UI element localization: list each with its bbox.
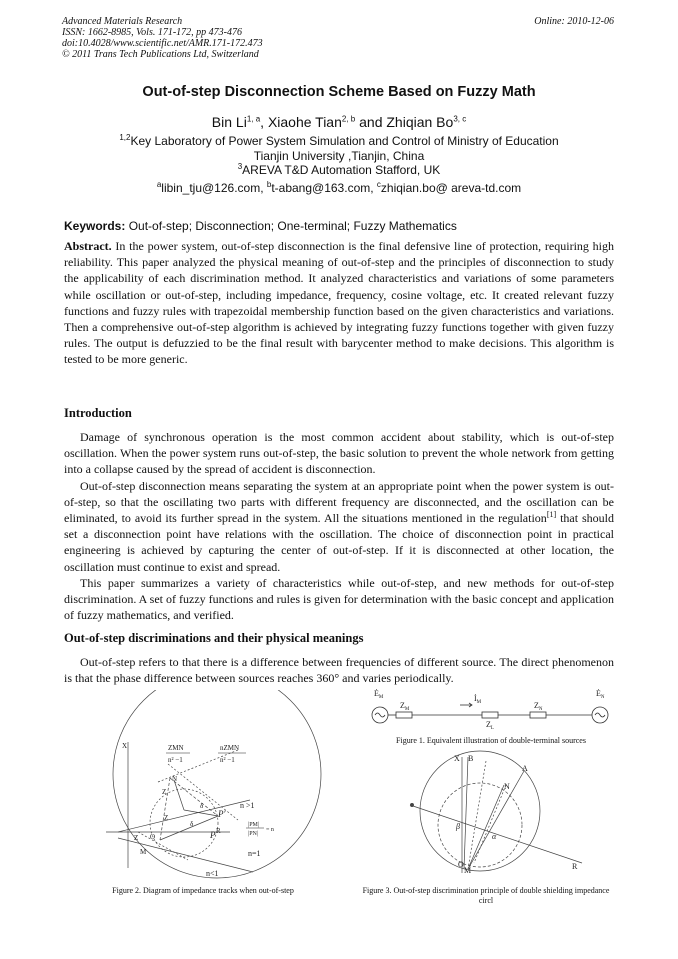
label-n-gt-1: n >1 bbox=[240, 801, 255, 810]
email-sup: a bbox=[156, 180, 162, 189]
email-address: t-abang@163.com, bbox=[271, 181, 377, 195]
author-line bbox=[0, 114, 678, 130]
copyright-line: © 2011 Trans Tech Publications Ltd, Switzerland bbox=[62, 49, 259, 60]
figure-2-impedance-tracks bbox=[88, 690, 338, 882]
point-o: O bbox=[458, 860, 464, 869]
author-sup: 1, a bbox=[246, 114, 261, 124]
journal-name: Advanced Materials Research bbox=[62, 16, 183, 27]
angle-alpha: α bbox=[492, 832, 497, 841]
label-n-lt-1: n<1 bbox=[206, 869, 219, 878]
author-separator: , bbox=[260, 114, 268, 130]
frac-2-numerator: nZMN bbox=[220, 744, 240, 752]
frac-1-numerator: ZMN bbox=[168, 744, 184, 752]
frac-1-denominator: n² −1 bbox=[168, 756, 183, 764]
email-address: libin_tju@126.com, bbox=[161, 181, 267, 195]
abstract-text: In the power system, out-of-step disconnection is the final defensive line of protection, requiring high reliability. This paper analyzed the physical meaning of out-of-step and the principles of disconnection to study the applicability of each discrimination method. It analyzed characteristics and variations of some parameters while oscillation or out-of-step, including impedance, frequency, cosine voltage, etc. It created relevant fuzzy functions and fuzzy rules with trapezoidal membership function based on the given characteristics and variations. Then a comprehensive out-of-step algorithm is achieved by integrating fuzzy functions together with given fuzzy rules. The output is defuzzied to be the final result with barycenter method to make decisions. This algorithm is tested to be more generic. bbox=[64, 239, 614, 367]
introduction-body bbox=[64, 429, 614, 623]
section-heading-discriminations: Out-of-step discriminations and their physical meanings bbox=[64, 631, 364, 645]
figure-3-caption: Figure 3. Out-of-step discrimination principle of double shielding impedance circl bbox=[362, 886, 610, 905]
axis-label-r: R bbox=[572, 862, 578, 871]
figure-1-caption: Figure 1. Equivalent illustration of double-terminal sources bbox=[396, 736, 586, 745]
point-o: O bbox=[150, 833, 156, 841]
figure-1-circuit bbox=[366, 687, 614, 733]
figure-3-shielding-circles bbox=[396, 745, 596, 875]
point-n: N bbox=[504, 782, 510, 791]
axis-label-r: R bbox=[216, 827, 221, 835]
author-name: Zhiqian Bo bbox=[386, 114, 454, 130]
label-em: $Ė_M$ bbox=[374, 689, 384, 700]
point-b: B bbox=[468, 754, 474, 763]
frac-2-denominator: n² −1 bbox=[220, 756, 235, 764]
point-p-prime: P′ bbox=[218, 809, 226, 819]
ratio-denominator: |PN| bbox=[248, 831, 259, 837]
label-zm: $Z_M$ bbox=[400, 701, 410, 712]
figure-2-caption: Figure 2. Diagram of impedance tracks when out-of-step bbox=[112, 886, 294, 895]
label-zn: $Z_N$ bbox=[534, 701, 543, 712]
author-separator: and bbox=[355, 114, 387, 130]
label-n-eq-1: n=1 bbox=[248, 849, 261, 858]
angle-beta: β bbox=[456, 822, 460, 831]
impedance-zl bbox=[482, 712, 498, 718]
author-name: Xiaohe Tian bbox=[267, 114, 342, 130]
point-m: M bbox=[140, 848, 147, 856]
impedance-zn bbox=[530, 712, 546, 718]
label-z1: Z bbox=[162, 788, 167, 796]
paragraph bbox=[64, 478, 614, 575]
author-sup: 3, c bbox=[453, 114, 467, 124]
ratio-equals: = n bbox=[266, 827, 274, 833]
axis-label-x: X bbox=[454, 754, 460, 763]
affiliation-sup: 3 bbox=[237, 162, 243, 171]
email-address: zhiqian.bo@ areva-td.com bbox=[380, 181, 522, 195]
label-zl: $Z_L$ bbox=[486, 720, 494, 731]
paragraph-text: that should set a disconnection point have relations with the oscillation. The choice of disconnection point in practical engineering is achieved by capturing the center of out-of-step. If it is disconnected at other location, the oscillation must continue to exist and spread. bbox=[64, 511, 614, 574]
point-a: A bbox=[522, 764, 528, 773]
paragraph: Damage of synchronous operation is the most common accident about stability, which is out-of-step oscillation. When the power system runs out-of-step, the basic solution to prevent the whole network from getting into a collapse caused by the spread of accident is disconnection. bbox=[64, 430, 614, 477]
affiliation-sup: 1,2 bbox=[119, 133, 131, 142]
keywords bbox=[64, 219, 457, 233]
affiliation-1 bbox=[0, 134, 678, 149]
journal-header bbox=[62, 16, 263, 60]
email-sup: c bbox=[376, 180, 381, 189]
impedance-zm bbox=[396, 712, 412, 718]
paper-title: Out-of-step Disconnection Scheme Based on Fuzzy Math bbox=[142, 84, 536, 100]
label-z2: Z bbox=[164, 814, 169, 822]
affiliation-1b: Tianjin University ,Tianjin, China bbox=[253, 149, 425, 163]
abstract bbox=[64, 238, 614, 368]
section-heading-introduction: Introduction bbox=[64, 406, 132, 420]
label-zm: Z bbox=[134, 834, 139, 842]
doi-line: doi:10.4028/www.scientific.net/AMR.171-172.473 bbox=[62, 38, 263, 49]
label-delta-2: δ bbox=[190, 820, 194, 828]
abstract-label: Abstract. bbox=[64, 239, 112, 253]
impedance-circle-small bbox=[150, 789, 218, 857]
issn-line: ISSN: 1662-8985, Vols. 171-172, pp 473-476 bbox=[62, 27, 242, 38]
affiliation-text: Key Laboratory of Power System Simulation and Control of Ministry of Education bbox=[130, 134, 559, 148]
label-en: $Ė_N$ bbox=[596, 689, 605, 700]
email-sup: b bbox=[266, 180, 272, 189]
paragraph: This paper summarizes a variety of characteristics while out-of-step, and new methods for out-of-step discrimination. A set of fuzzy functions and rules is given for determination with the basic concept and application of fuzzy mathematics, and verified. bbox=[64, 575, 614, 623]
track-line-2 bbox=[118, 838, 253, 872]
shielding-circle-inner bbox=[438, 783, 522, 867]
email-line bbox=[0, 181, 678, 195]
track-line-1 bbox=[118, 800, 250, 832]
label-delta-1: δ bbox=[200, 802, 204, 810]
label-im: $İ_M$ bbox=[474, 694, 482, 705]
affiliation-3 bbox=[0, 163, 678, 178]
paragraph: Out-of-step refers to that there is a difference between frequencies of different source. The direct phenomenon is that the phase difference between sources reaches 360° and varies periodically. bbox=[64, 655, 614, 686]
ratio-numerator: |PM| bbox=[248, 822, 260, 828]
keywords-label: Keywords: bbox=[64, 219, 126, 233]
author-name: Bin Li bbox=[211, 114, 247, 130]
axis-label-x-imag: X bbox=[122, 742, 128, 750]
affiliation-text: AREVA T&D Automation Stafford, UK bbox=[242, 163, 441, 177]
section2-body bbox=[64, 654, 614, 686]
citation-ref: [1] bbox=[546, 510, 557, 520]
keywords-text: Out-of-step; Disconnection; One-terminal; Fuzzy Mathematics bbox=[125, 219, 457, 233]
point-p: P bbox=[210, 830, 216, 840]
author-sup: 2, b bbox=[341, 114, 356, 124]
paragraph-text: Out-of-step disconnection means separating the system at an appropriate point when the power system is out-of-step, so that the oscillating two parts with different frequency are disconnected, and the oscillation can be eliminated, to avoid its further spread in the system. All the situations mentioned in the regulation bbox=[64, 478, 614, 526]
online-date: Online: 2010-12-06 bbox=[534, 16, 614, 27]
point-n: N bbox=[172, 775, 178, 783]
point-m: M bbox=[464, 866, 472, 875]
